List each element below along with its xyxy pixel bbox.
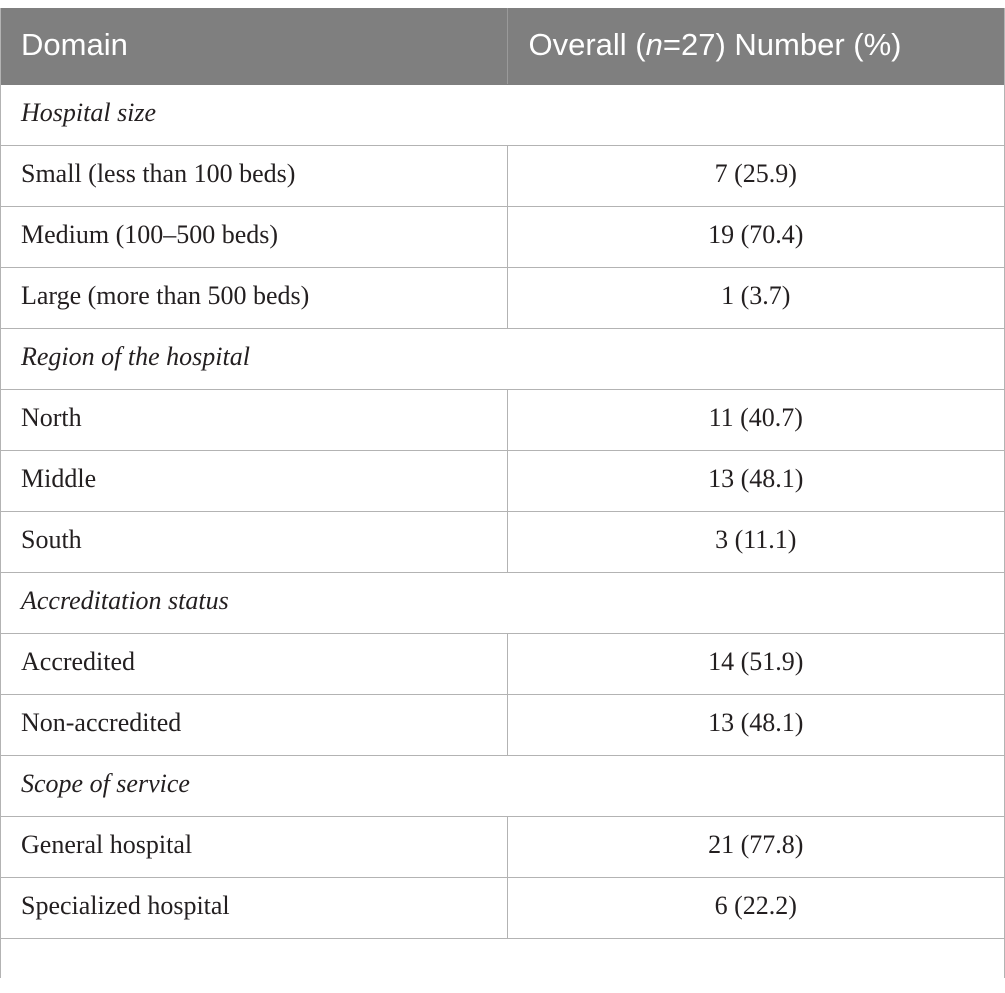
table-body xyxy=(0,84,1004,938)
hospital-characteristics-table xyxy=(0,8,1004,939)
header-overall-n: n xyxy=(645,27,663,62)
section-label: Scope of service xyxy=(0,755,1004,816)
table-row xyxy=(0,389,1004,450)
row-label: General hospital xyxy=(0,816,507,877)
section-row xyxy=(0,84,1004,145)
row-value: 3 (11.1) xyxy=(507,511,1004,572)
row-label: Accredited xyxy=(0,633,507,694)
section-row xyxy=(0,755,1004,816)
header-row xyxy=(0,8,1004,84)
row-label: Small (less than 100 beds) xyxy=(0,145,507,206)
row-value: 1 (3.7) xyxy=(507,267,1004,328)
row-label: Medium (100–500 beds) xyxy=(0,206,507,267)
row-value: 7 (25.9) xyxy=(507,145,1004,206)
table-header xyxy=(0,8,1004,84)
header-overall xyxy=(507,8,1004,84)
row-label: South xyxy=(0,511,507,572)
table-left-border xyxy=(0,8,1,978)
header-overall-suffix: =27) Number (%) xyxy=(662,27,902,62)
section-label: Hospital size xyxy=(0,84,1004,145)
section-label: Region of the hospital xyxy=(0,328,1004,389)
table-row xyxy=(0,694,1004,755)
row-value: 13 (48.1) xyxy=(507,694,1004,755)
header-domain: Domain xyxy=(0,8,507,84)
table-row xyxy=(0,145,1004,206)
row-value: 6 (22.2) xyxy=(507,877,1004,938)
row-label: Specialized hospital xyxy=(0,877,507,938)
section-row xyxy=(0,572,1004,633)
row-value: 13 (48.1) xyxy=(507,450,1004,511)
row-label: Non-accredited xyxy=(0,694,507,755)
row-label: Large (more than 500 beds) xyxy=(0,267,507,328)
section-label: Accreditation status xyxy=(0,572,1004,633)
table-row xyxy=(0,877,1004,938)
row-value: 11 (40.7) xyxy=(507,389,1004,450)
table-row xyxy=(0,450,1004,511)
header-overall-prefix: Overall ( xyxy=(528,27,646,62)
table-row xyxy=(0,267,1004,328)
table-row xyxy=(0,511,1004,572)
row-label: Middle xyxy=(0,450,507,511)
row-value: 19 (70.4) xyxy=(507,206,1004,267)
row-value: 14 (51.9) xyxy=(507,633,1004,694)
table-row xyxy=(0,633,1004,694)
row-value: 21 (77.8) xyxy=(507,816,1004,877)
row-label: North xyxy=(0,389,507,450)
table-row xyxy=(0,816,1004,877)
table-row xyxy=(0,206,1004,267)
section-row xyxy=(0,328,1004,389)
